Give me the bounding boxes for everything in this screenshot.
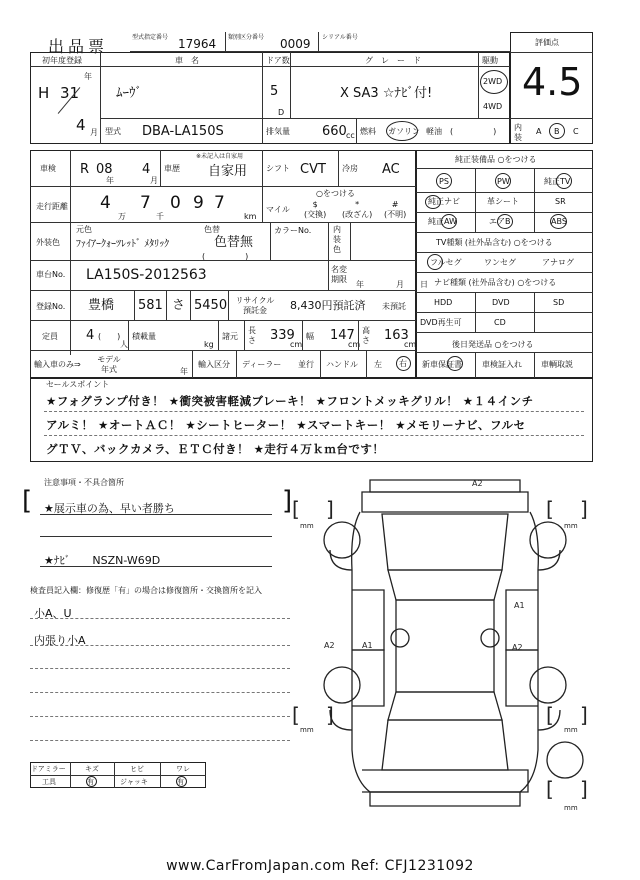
capacity: 4: [86, 328, 95, 343]
drive-label: 駆動: [482, 56, 498, 65]
height-cm: cm: [404, 340, 417, 349]
length-label: 長さ: [248, 326, 256, 345]
shaken-era: R: [80, 162, 90, 177]
use-label: 車歴: [164, 164, 180, 173]
inspector-label: 検査員記入欄：修復歴「有」の場合は修復箇所・交換箇所を記入: [30, 586, 262, 595]
docs-case: 車検証入れ: [482, 360, 522, 369]
bracket-rl: [: [292, 703, 300, 727]
year-unit: 年: [84, 72, 92, 81]
handle-right: 右: [399, 359, 407, 368]
drive-4wd: 4WD: [483, 102, 503, 111]
recycle: 8,430円預託済: [290, 299, 366, 312]
tv-fullseg: フルセグ: [430, 258, 462, 267]
mm-fl: mm: [300, 522, 314, 530]
length-cm: cm: [290, 340, 303, 349]
grade: X SA3 ☆ﾅﾋﾞ付!: [340, 86, 433, 101]
load-label: 積載量: [132, 332, 156, 341]
width-cm: cm: [348, 340, 361, 349]
sales-points-label: セールスポイント: [46, 380, 110, 389]
mm-rl: mm: [300, 726, 314, 734]
legend-break: ワレ: [176, 765, 190, 773]
svg-text:]: ]: [580, 777, 588, 801]
oem-leather: 革シート: [487, 197, 519, 206]
oem-aw: 純正AW: [428, 217, 457, 226]
legend-scratch: キズ: [85, 765, 99, 773]
man-unit: 万: [118, 212, 126, 221]
navi-dvd: DVD: [492, 298, 510, 307]
front-bumper: [370, 480, 520, 492]
wheel-front-left: [324, 522, 360, 558]
color-orig-label: 元色: [76, 225, 92, 234]
notes-line-3: ★ﾅﾋﾞ NSZN-W69D: [44, 554, 161, 567]
cc-unit: cc: [346, 131, 355, 140]
mm-rr: mm: [564, 726, 578, 734]
sen-unit: 千: [156, 212, 164, 221]
interior-c: C: [573, 127, 579, 136]
oem-ps: PS: [439, 177, 449, 186]
notes-bracket-right: ]: [282, 486, 293, 516]
navi-title: ナビ種類 (社外品含む) ○をつける: [434, 278, 557, 287]
recycle-unpaid: 未預託: [382, 302, 406, 311]
tv-oneseg: ワンセグ: [484, 258, 516, 267]
navi-sd: SD: [553, 298, 565, 307]
car-name: ﾑｰｳﾞ: [116, 86, 142, 101]
import-label: 輸入車のみ⇒: [34, 360, 81, 369]
sheet-title: 出品票: [48, 37, 109, 56]
int-color-label: 内装色: [333, 225, 341, 254]
svg-text:]: ]: [326, 703, 334, 727]
year: 31: [60, 84, 80, 102]
displacement-label: 排気量: [266, 127, 290, 136]
mm-fr: mm: [564, 522, 578, 530]
navi-cd: CD: [494, 318, 506, 327]
recycle-label: リサイクル預託金: [235, 296, 275, 315]
svg-text:]: ]: [580, 497, 588, 521]
color-paren: ( ): [202, 252, 249, 261]
reg-area: 豊橋: [88, 298, 115, 313]
interior-b: B: [554, 127, 560, 136]
shaken-month: 4: [142, 162, 151, 177]
legend-tools-val: 有: [87, 778, 94, 786]
handle-left: 左: [374, 360, 382, 369]
dealer: ディーラー: [242, 360, 282, 369]
chassis-label: 車台No.: [36, 270, 66, 279]
exchange-mark: $ (交換): [304, 200, 327, 219]
fuel: ガソリン: [388, 127, 420, 136]
inspector-line-2: 内張り小A: [34, 634, 86, 647]
svg-text:]: ]: [580, 703, 588, 727]
mark-front-bumper: A2: [472, 479, 483, 488]
notes-label: 注意事項・不具合箇所: [44, 478, 124, 487]
wheel-rear-left: [324, 667, 360, 703]
watermark[interactable]: www.CarFromJapan.com Ref: CFJ1231092: [166, 858, 474, 874]
chassis: LA150S-2012563: [86, 267, 207, 283]
capacity-label: 定員: [42, 332, 58, 341]
ac-label: 冷房: [342, 164, 358, 173]
sales-line-1: ★フォグランプ付き！ ★衝突被害軽減ブレーキ！ ★フロントメッキグリル！ ★１４インチ: [46, 394, 534, 408]
oem-sr: SR: [555, 197, 566, 206]
sales-line-3: グＴＶ、バックカメラ、ＥＴＣ付き！ ★走行４万ｋｍ台です！: [46, 442, 385, 456]
reg-num: 5450: [194, 298, 228, 313]
shaken-month-unit: 月: [150, 176, 158, 185]
color-change-label: 色替: [204, 225, 220, 234]
model-year-label: モデル年式: [97, 355, 121, 374]
height: 163: [384, 328, 409, 343]
import-div-label: 輸入区分: [198, 360, 230, 369]
grade-label: グ レ ー ド: [365, 56, 421, 65]
capacity-paren: ( ): [98, 332, 121, 341]
oem-airbag: エアB: [489, 217, 511, 226]
km-unit: km: [244, 212, 257, 221]
fuel-label: 燃料: [360, 127, 376, 136]
width: 147: [330, 328, 355, 343]
title-change-label: 名変期限: [331, 265, 347, 284]
mark-hint: ○をつける: [316, 189, 355, 198]
oem-abs: ABS: [551, 217, 567, 226]
mark-center: A1: [362, 641, 373, 650]
legend-crack: ヒビ: [130, 765, 144, 773]
tamper-mark: * (改ざん): [342, 200, 373, 219]
navi-dvd-play: DVD再生可: [420, 318, 462, 327]
oil-label: 軽油: [426, 127, 442, 136]
class-label: 類別区分番号: [228, 34, 265, 41]
reg-kana: さ: [172, 298, 186, 313]
type-cert-label: 型式指定番号: [132, 34, 169, 41]
bracket-rr: [: [546, 703, 554, 727]
mileage-digit-5: 7: [214, 193, 225, 213]
mark-left-rear: A2: [324, 641, 335, 650]
rear-bumper: [362, 770, 528, 792]
ac: AC: [382, 162, 400, 177]
right-mirror: [481, 629, 499, 647]
mark-right-door: A1: [514, 601, 525, 610]
car-name-label: 車 名: [175, 56, 199, 65]
interior-label: 内装: [514, 123, 522, 142]
mileage-digit-1: 4: [100, 193, 111, 213]
color: ﾌｧｲｱｰｸｫｰﾂﾚｯﾄﾞ ﾒﾀﾘｯｸ: [76, 239, 170, 250]
tv-analog: アナログ: [542, 258, 574, 267]
bracket-fl: [: [292, 497, 300, 521]
car-diagram: [290, 470, 600, 830]
first-reg-label: 初年度登録: [42, 56, 82, 65]
docs-manual: 車輌取説: [541, 360, 573, 369]
use-note: ※未記入は自家用: [196, 153, 244, 160]
mile-label: マイル: [266, 205, 290, 214]
fuel-bracket: ( ): [450, 127, 497, 136]
unknown-mark: # (不明): [384, 200, 407, 219]
dims-label: 諸元: [222, 332, 238, 341]
reg-label: 登録No.: [36, 302, 66, 311]
oem-pw: PW: [497, 177, 510, 186]
spare-wheel: [547, 742, 583, 778]
model: DBA-LA150S: [142, 124, 224, 139]
door-suffix: D: [278, 108, 285, 117]
shaken-year: 08: [96, 162, 113, 177]
grade-score: 4.5: [522, 60, 583, 104]
doors-label: ドア数: [266, 56, 290, 65]
shift: CVT: [300, 162, 326, 177]
legend-jack-val: 有: [177, 778, 184, 786]
oem-title: 純正装備品 ○をつける: [455, 155, 537, 164]
tv-title: TV種類 (社外品含む) ○をつける: [436, 238, 553, 247]
svg-text:]: ]: [326, 497, 334, 521]
era: H: [38, 84, 50, 102]
width-label: 幅: [306, 332, 314, 341]
mileage-digit-4: 9: [193, 193, 204, 213]
shift-label: シフト: [266, 164, 290, 173]
wheel-rear-right: [530, 667, 566, 703]
title-change-date: 年 月 日: [356, 280, 428, 289]
doors: 5: [270, 84, 279, 99]
parallel: 並行: [298, 360, 314, 369]
mileage-label: 走行距離: [36, 202, 68, 211]
notes-bracket-left: [: [22, 486, 33, 516]
legend-jack: ジャッキ: [120, 778, 148, 786]
mm-spare: mm: [564, 804, 578, 812]
use: 自家用: [208, 164, 248, 179]
type-cert-no: 17964: [178, 37, 217, 51]
model-label: 型式: [105, 127, 121, 136]
capacity-unit: 人: [120, 340, 128, 349]
mileage-digit-3: 0: [170, 193, 181, 213]
height-label: 高さ: [362, 326, 370, 345]
notes-line-1: ★展示車の為、早い者勝ち: [44, 502, 175, 515]
sales-line-2: アルミ！ ★オートＡＣ！ ★シートヒーター！ ★スマートキー！ ★メモリーナビ、フルセ: [46, 418, 526, 432]
body-outline: [352, 512, 539, 792]
class-no: 0009: [280, 37, 311, 51]
model-year-unit: 年: [180, 367, 188, 376]
wheel-front-right: [530, 522, 566, 558]
docs-warranty: 新車保証書: [422, 360, 462, 369]
reg-class: 581: [138, 298, 163, 313]
shaken-label: 車検: [40, 164, 56, 173]
length: 339: [270, 328, 295, 343]
interior-a: A: [536, 127, 542, 136]
handle-label: ハンドル: [326, 360, 358, 369]
bracket-fr: [: [546, 497, 554, 521]
shaken-year-unit: 年: [106, 176, 114, 185]
left-mirror: [391, 629, 409, 647]
bracket-spare: [: [546, 777, 554, 801]
displacement: 660: [322, 124, 347, 139]
oem-navi: 純正ナビ: [428, 197, 460, 206]
load-unit: kg: [204, 340, 214, 349]
navi-hdd: HDD: [434, 298, 453, 307]
color-label: 外装色: [36, 238, 60, 247]
docs-title: 後日発送品 ○をつける: [452, 340, 534, 349]
inspector-line-1: 小A、U: [34, 607, 72, 620]
mileage-digit-2: 7: [140, 193, 151, 213]
color-change: 色替無: [214, 235, 254, 250]
month: 4: [76, 116, 86, 134]
drive-2wd: 2WD: [483, 77, 503, 86]
score-label: 評価点: [535, 38, 559, 47]
legend-mirror: ドアミラー: [31, 765, 66, 773]
oem-tv: 純正TV: [544, 177, 571, 186]
serial-label: シリアル番号: [322, 34, 358, 41]
legend-tools: 工具: [42, 778, 56, 786]
mark-right-rear: A2: [512, 643, 523, 652]
color-no-label: カラーNo.: [274, 226, 312, 235]
month-unit: 月: [90, 128, 98, 137]
